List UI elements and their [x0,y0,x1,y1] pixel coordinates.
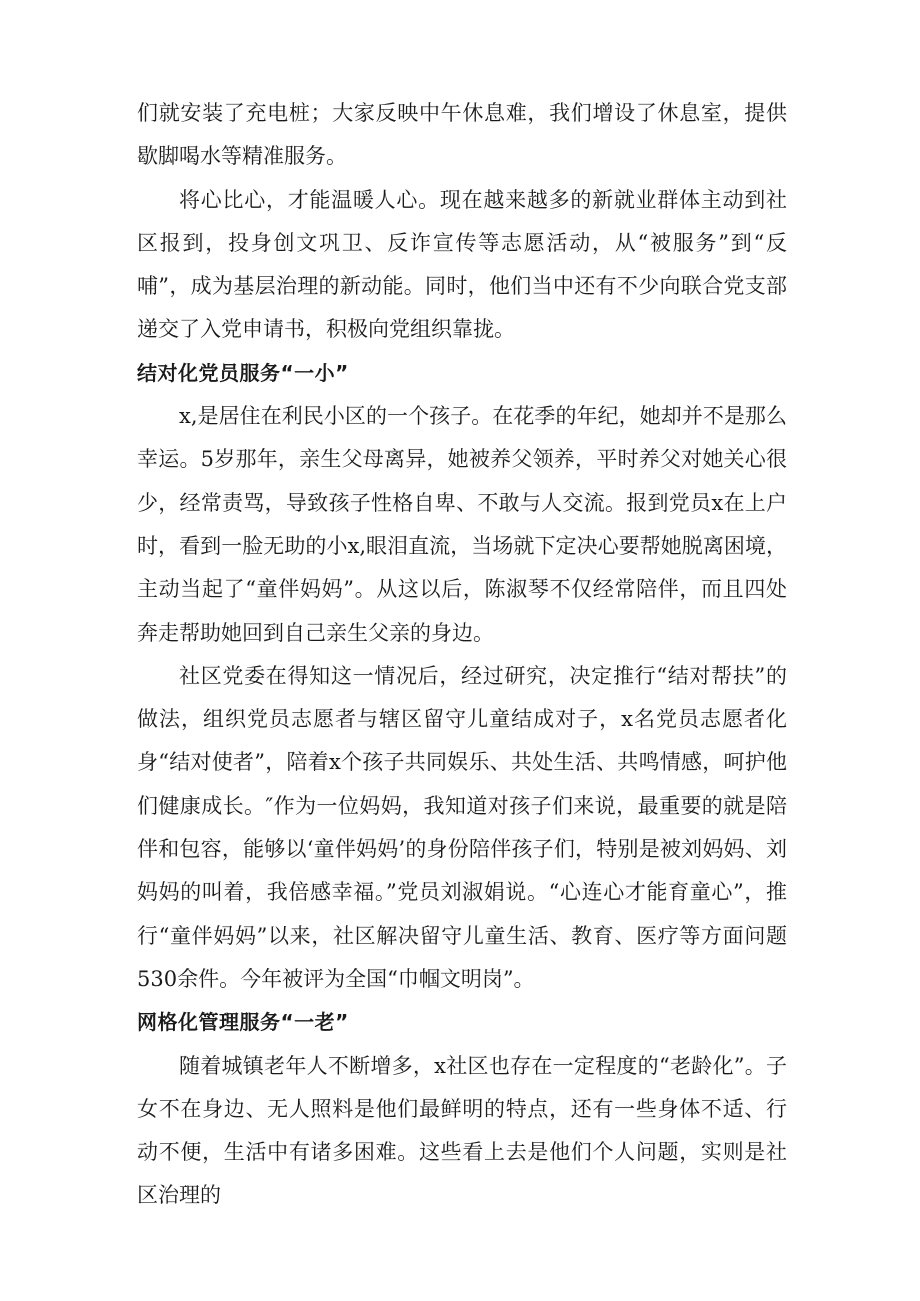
paragraph-child-story: x,是居住在利民小区的一个孩子。在花季的年纪，她却并不是那么幸运。5岁那年，亲生父母离异，她被养父领养，平时养父对她关心很少，经常责骂，导致孩子性格自卑、不敢与人交流。报到党员x在上户时，看到一脸无助的小x,眼泪直流，当场就下定决心要帮她脱离困境，主动当起了“童伴妈妈”。从这以后，陈淑琴不仅经常陪伴，而且四处奔走帮助她回到自己亲生父亲的身边。 [137,404,787,645]
paragraph-elderly: 随着城镇老年人不断增多，x社区也存在一定程度的“老龄化”。子女不在身边、无人照料是他们最鲜明的特点，还有一些身体不适、行动不便，生活中有诸多困难。这些看上去是他们个人问题，实则是社区治理的 [137,1053,787,1208]
section-heading-grid-management: 网格化管理服务“一老” [137,1010,349,1035]
paragraph-new-employment-groups: 将心比心，才能温暖人心。现在越来越多的新就业群体主动到社区报到，投身创文巩卫、反诈宣传等志愿活动，从“被服务”到“反哺”，成为基层治理的新动能。同时，他们当中还有不少向联合党支部递交了入党申请书，积极向党组织靠拢。 [137,187,787,342]
document-body [137,92,787,1218]
section-heading-paired-service: 结对化党员服务“一小” [137,360,349,385]
paragraph-paired-assistance: 社区党委在得知这一情况后，经过研究，决定推行“结对帮扶”的做法，组织党员志愿者与辖区留守儿童结成对子，x名党员志愿者化身“结对使者”，陪着x个孩子共同娱乐、共处生活、共鸣情感，呵护他们健康成长。″作为一位妈妈，我知道对孩子们来说，最重要的就是陪伴和包容，能够以‘童伴妈妈’的身份陪伴孩子们，特别是被刘妈妈、刘妈妈的叫着，我倍感幸福。”党员刘淑娟说。“心连心才能育童心”，推行“童伴妈妈”以来，社区解决留守儿童生活、教育、医疗等方面问题530余件。今年被评为全国“巾帼文明岗”。 [137,663,787,991]
paragraph-continuation: 们就安装了充电桩；大家反映中午休息难，我们增设了休息室，提供歇脚喝水等精准服务。 [137,101,787,169]
